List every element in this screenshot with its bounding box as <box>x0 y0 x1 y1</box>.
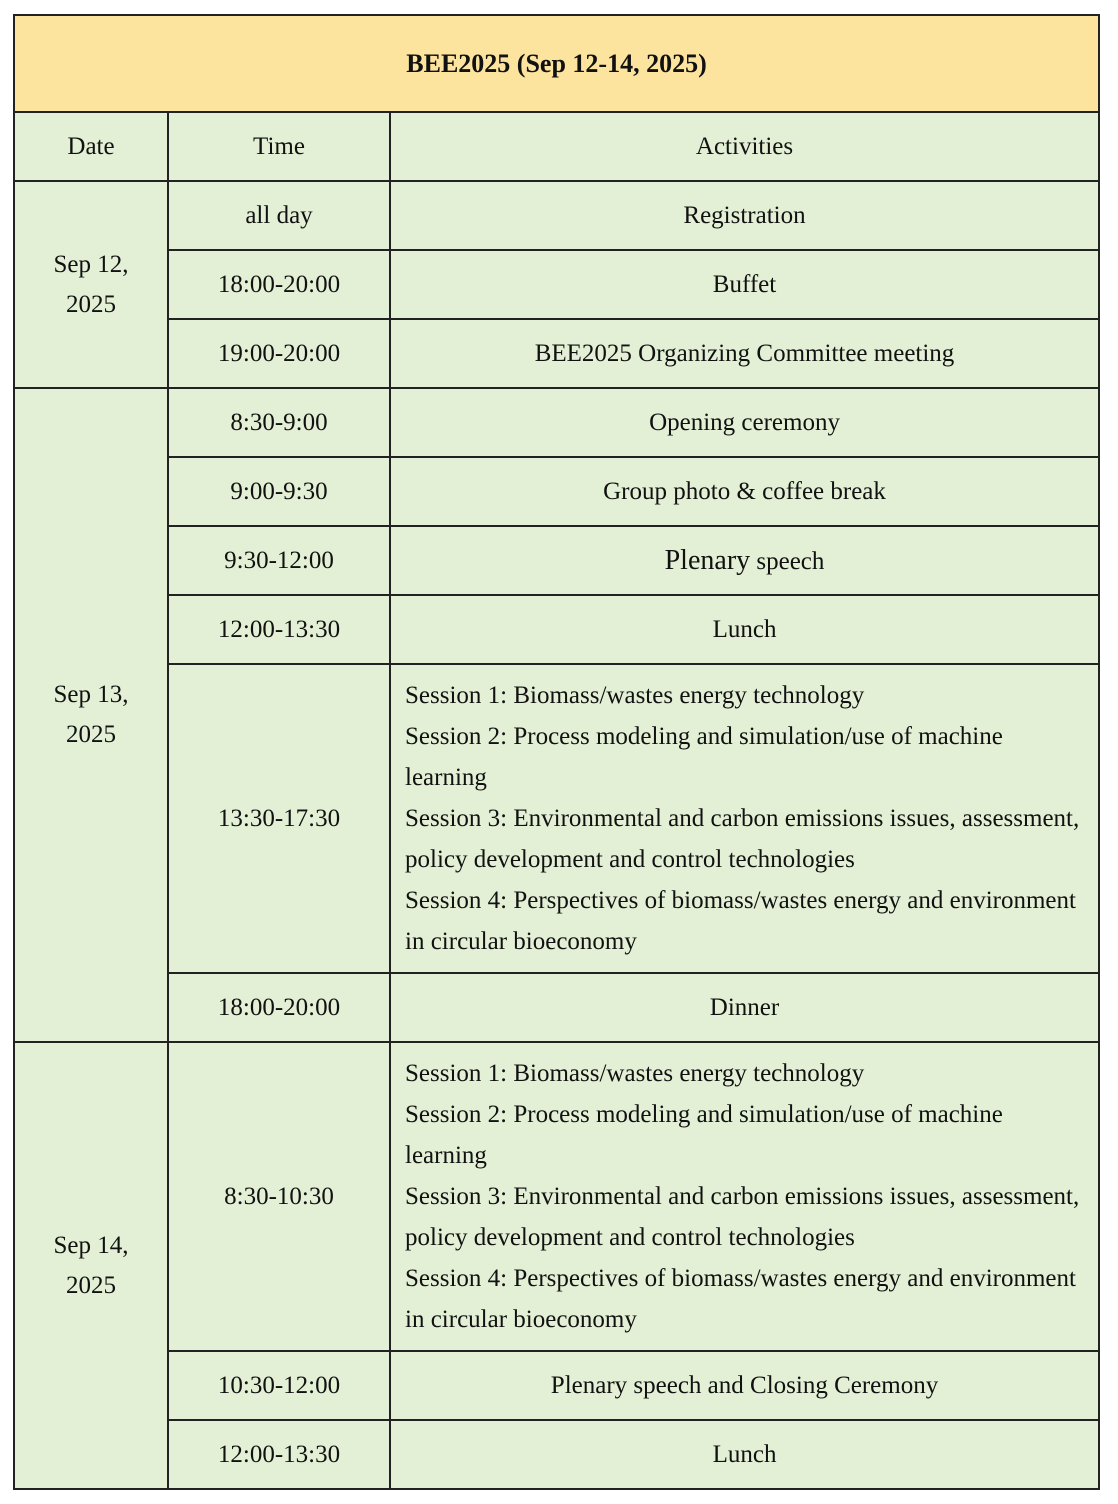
date-line: 2025 <box>66 721 116 748</box>
time-cell: 8:30-10:30 <box>168 1042 390 1351</box>
date-line: 2025 <box>66 290 116 318</box>
table-title: BEE2025 (Sep 12-14, 2025) <box>14 15 1099 112</box>
time-cell: 13:30-17:30 <box>168 664 390 973</box>
session-item: Session 3: Environmental and carbon emissions issues, assessment, policy development and control technologies <box>405 1183 1080 1251</box>
sessions-cell <box>390 1042 1099 1351</box>
date-cell-sep13 <box>14 388 168 1042</box>
session-item: Session 2: Process modeling and simulation/use of machine learning <box>405 1101 1003 1169</box>
header-time: Time <box>168 112 390 181</box>
header-date: Date <box>14 112 168 181</box>
time-cell: 19:00-20:00 <box>168 319 390 388</box>
activity-cell: Lunch <box>390 1420 1099 1489</box>
activity-cell <box>390 526 1099 595</box>
activity-cell: Buffet <box>390 250 1099 319</box>
activity-cell: Dinner <box>390 973 1099 1042</box>
activity-cell: Registration <box>390 181 1099 250</box>
activity-text-large: Plenary <box>664 544 751 576</box>
activity-cell: Opening ceremony <box>390 388 1099 457</box>
activity-cell: BEE2025 Organizing Committee meeting <box>390 319 1099 388</box>
session-item: Session 3: Environmental and carbon emissions issues, assessment, policy development and control technologies <box>405 805 1080 873</box>
date-cell-sep14 <box>14 1042 168 1489</box>
header-activities: Activities <box>390 112 1099 181</box>
date-line: 2025 <box>66 1271 116 1299</box>
time-cell: 8:30-9:00 <box>168 388 390 457</box>
time-cell: all day <box>168 181 390 250</box>
activity-cell: Plenary speech and Closing Ceremony <box>390 1351 1099 1420</box>
schedule-table <box>13 14 1100 1490</box>
sessions-cell <box>390 664 1099 973</box>
session-item: Session 2: Process modeling and simulation/use of machine learning <box>405 723 1003 791</box>
session-item: Session 1: Biomass/wastes energy technology <box>405 682 865 709</box>
time-cell: 9:00-9:30 <box>168 457 390 526</box>
time-cell: 9:30-12:00 <box>168 526 390 595</box>
time-cell: 18:00-20:00 <box>168 250 390 319</box>
activity-cell: Lunch <box>390 595 1099 664</box>
date-cell-sep12 <box>14 181 168 388</box>
time-cell: 18:00-20:00 <box>168 973 390 1042</box>
activity-cell: Group photo & coffee break <box>390 457 1099 526</box>
date-line: Sep 14, <box>53 1231 129 1259</box>
activity-text: speech <box>750 547 825 575</box>
session-item: Session 1: Biomass/wastes energy technology <box>405 1060 865 1087</box>
time-cell: 10:30-12:00 <box>168 1351 390 1420</box>
time-cell: 12:00-13:30 <box>168 595 390 664</box>
time-cell: 12:00-13:30 <box>168 1420 390 1489</box>
session-item: Session 4: Perspectives of biomass/wastes energy and environment in circular bioeconomy <box>405 887 1076 955</box>
date-line: Sep 13, <box>53 681 129 708</box>
session-item: Session 4: Perspectives of biomass/wastes energy and environment in circular bioeconomy <box>405 1265 1076 1333</box>
date-line: Sep 12, <box>53 250 129 278</box>
